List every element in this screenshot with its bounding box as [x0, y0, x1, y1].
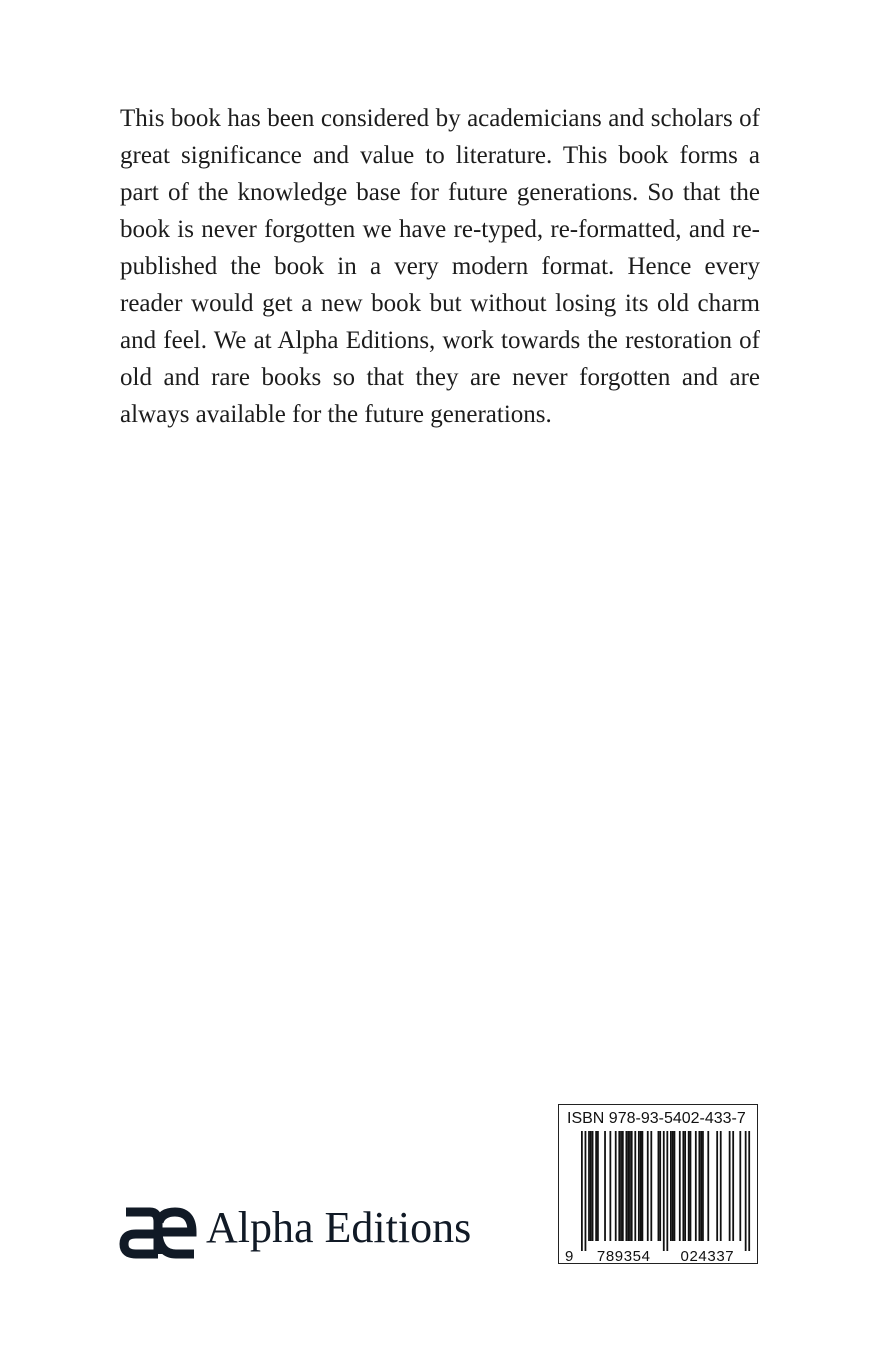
- barcode-bar: [707, 1131, 709, 1241]
- barcode-bar: [627, 1131, 629, 1241]
- barcode-bar: [698, 1131, 700, 1241]
- barcode-bar: [604, 1131, 606, 1241]
- isbn-label: ISBN 978-93-5402-433-7: [567, 1110, 746, 1127]
- barcode-bar: [618, 1131, 620, 1241]
- barcode-bar: [640, 1131, 642, 1241]
- barcode-bar: [588, 1131, 590, 1241]
- barcode-bar: [674, 1131, 676, 1241]
- barcode-bar: [638, 1131, 640, 1241]
- barcode-bar: [650, 1131, 652, 1241]
- barcode-bar: [609, 1131, 611, 1241]
- publisher-name: Alpha Editions: [206, 1203, 472, 1252]
- barcode-bar: [748, 1131, 750, 1251]
- barcode-digit-first: 9: [565, 1248, 574, 1265]
- barcode-bar: [663, 1131, 665, 1251]
- barcode-bar: [634, 1131, 636, 1241]
- barcode-bar: [670, 1131, 672, 1241]
- barcode-bar: [702, 1131, 704, 1241]
- barcode-bar: [684, 1131, 686, 1241]
- publisher-logo: [118, 1198, 498, 1268]
- barcode-bar: [629, 1131, 631, 1241]
- barcode-bar: [679, 1131, 681, 1241]
- barcode-bar: [595, 1131, 597, 1241]
- barcode-bar: [666, 1131, 668, 1251]
- barcode-bar: [658, 1131, 660, 1241]
- barcode-bar: [690, 1131, 692, 1241]
- barcode-bar: [647, 1131, 649, 1241]
- barcode-bar: [592, 1131, 594, 1241]
- barcode-bar: [732, 1131, 734, 1241]
- barcode-bar: [700, 1131, 702, 1241]
- back-cover-blurb: This book has been considered by academicians and scholars of great significance and value to literature. This book forms a part of the knowledge base for future generations. So that the book is never forgotten we have re-typed, re-formatted, and re-published the book in a very modern format. Hence every reader would get a new book but without losing its old charm and feel. We at Alpha Editions, work towards the restoration of old and rare books so that they are never forgotten and are always available for the future generations.: [120, 105, 760, 428]
- barcode-bar: [695, 1131, 697, 1241]
- barcode-bar: [672, 1131, 674, 1241]
- barcode-bar: [729, 1131, 731, 1241]
- barcode-bar: [622, 1131, 624, 1241]
- barcode-bar: [631, 1131, 633, 1241]
- barcode-bar: [626, 1131, 628, 1241]
- barcode-bar: [716, 1131, 718, 1241]
- barcode-bar: [659, 1131, 661, 1241]
- barcode-bar: [688, 1131, 690, 1241]
- barcode-bar: [590, 1131, 592, 1241]
- barcode-bar: [585, 1131, 587, 1251]
- ae-ligature-icon: [118, 1202, 198, 1262]
- barcode-bar: [620, 1131, 622, 1241]
- barcode-bar: [597, 1131, 599, 1241]
- barcode-bar: [720, 1131, 722, 1241]
- isbn-barcode: [558, 1104, 758, 1264]
- barcode-digits-left: 789354: [596, 1248, 651, 1265]
- barcode-digits-right: 024337: [680, 1248, 735, 1265]
- barcode-bar: [682, 1131, 684, 1241]
- barcode-bar: [581, 1131, 583, 1251]
- barcode-bar: [745, 1131, 747, 1251]
- barcode-bar: [615, 1131, 617, 1241]
- barcode-bar: [739, 1131, 741, 1241]
- barcode-bar: [642, 1131, 644, 1241]
- barcode-bars: [559, 1105, 759, 1265]
